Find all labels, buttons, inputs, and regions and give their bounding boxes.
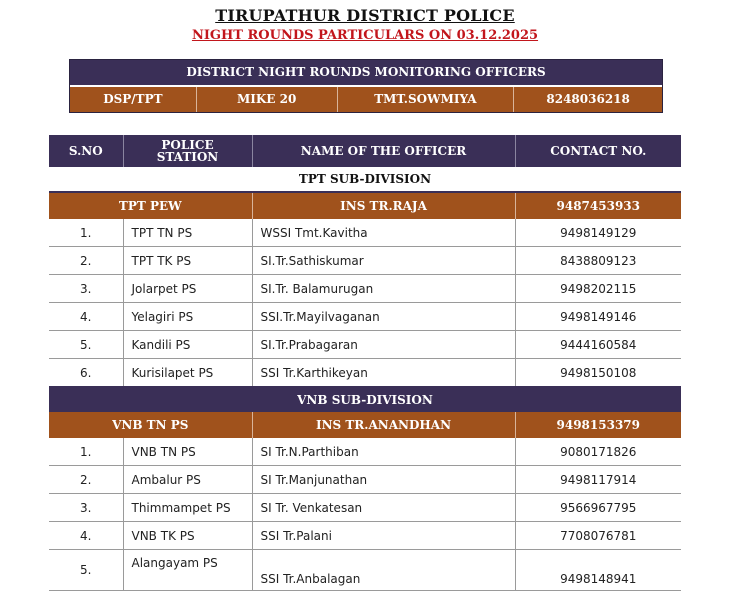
table-row (49, 219, 681, 247)
cell-sno: 5. (49, 550, 123, 591)
cell-officer: SI Tr.Manjunathan (252, 466, 515, 494)
cell-sno: 6. (49, 359, 123, 388)
cell-station: VNB TN PS (123, 438, 252, 466)
cell-station: Thimmampet PS (123, 494, 252, 522)
cell-station: TPT TK PS (123, 247, 252, 275)
cell-sno: 4. (49, 522, 123, 550)
cell-contact: 9080171826 (515, 438, 681, 466)
cell-officer: WSSI Tmt.Kavitha (252, 219, 515, 247)
table-row (49, 359, 681, 388)
cell-officer: SI Tr.N.Parthiban (252, 438, 515, 466)
cell-station: Ambalur PS (123, 466, 252, 494)
cell-sno: 1. (49, 219, 123, 247)
cell-sno: 4. (49, 303, 123, 331)
monitoring-heading: DISTRICT NIGHT ROUNDS MONITORING OFFICERS (70, 60, 662, 85)
cell-sno: 3. (49, 494, 123, 522)
table-row (49, 303, 681, 331)
incharge-contact: 9487453933 (515, 192, 681, 219)
cell-station: TPT TN PS (123, 219, 252, 247)
cell-contact: 9444160584 (515, 331, 681, 359)
monitoring-call-sign: MIKE 20 (196, 87, 337, 112)
cell-station: Kandili PS (123, 331, 252, 359)
monitoring-officer-name: TMT.SOWMIYA (337, 87, 514, 112)
cell-officer: SI.Tr.Prabagaran (252, 331, 515, 359)
table-row (49, 438, 681, 466)
page-title: TIRUPATHUR DISTRICT POLICE (215, 6, 515, 25)
cell-station: Jolarpet PS (123, 275, 252, 303)
cell-officer: SI.Tr.Sathiskumar (252, 247, 515, 275)
cell-sno: 1. (49, 438, 123, 466)
table-row (49, 466, 681, 494)
cell-contact: 9498149146 (515, 303, 681, 331)
table-row (49, 550, 681, 591)
column-header-station-line2: STATION (156, 150, 219, 164)
page-subtitle: NIGHT ROUNDS PARTICULARS ON 03.12.2025 (191, 28, 539, 43)
incharge-officer: INS TR.ANANDHAN (252, 412, 515, 438)
subdivision-row-vnb (49, 387, 681, 412)
cell-station: VNB TK PS (123, 522, 252, 550)
monitoring-officer-row (70, 85, 662, 112)
cell-station: Yelagiri PS (123, 303, 252, 331)
cell-officer: SSI Tr.Karthikeyan (252, 359, 515, 388)
table-row (49, 331, 681, 359)
cell-contact: 9498202115 (515, 275, 681, 303)
column-header-contact: CONTACT NO. (515, 135, 681, 167)
cell-officer: SSI Tr.Palani (252, 522, 515, 550)
cell-station: Alangayam PS (123, 550, 252, 591)
cell-officer: SSI.Tr.Mayilvaganan (252, 303, 515, 331)
subdivision-label: TPT SUB-DIVISION (49, 167, 681, 192)
cell-officer: SSI Tr.Anbalagan (252, 550, 515, 591)
cell-contact: 9498117914 (515, 466, 681, 494)
cell-sno: 2. (49, 247, 123, 275)
incharge-row-vnb (49, 412, 681, 438)
table-header-row (49, 135, 681, 167)
cell-contact: 9566967795 (515, 494, 681, 522)
cell-sno: 5. (49, 331, 123, 359)
column-header-station-line1: POLICE (161, 138, 214, 152)
cell-sno: 2. (49, 466, 123, 494)
column-header-station (123, 135, 252, 167)
cell-contact: 9498149129 (515, 219, 681, 247)
subdivision-row-tpt (49, 167, 681, 192)
cell-contact: 8438809123 (515, 247, 681, 275)
column-header-officer: NAME OF THE OFFICER (252, 135, 515, 167)
cell-sno: 3. (49, 275, 123, 303)
table-row (49, 275, 681, 303)
monitoring-officers-panel (69, 59, 663, 113)
cell-contact: 7708076781 (515, 522, 681, 550)
table-row (49, 247, 681, 275)
monitoring-contact: 8248036218 (513, 87, 662, 112)
table-row (49, 494, 681, 522)
incharge-row-tpt (49, 192, 681, 219)
incharge-contact: 9498153379 (515, 412, 681, 438)
incharge-station: TPT PEW (49, 192, 252, 219)
incharge-officer: INS TR.RAJA (252, 192, 515, 219)
cell-station: Kurisilapet PS (123, 359, 252, 388)
night-rounds-table (49, 135, 681, 591)
cell-contact: 9498150108 (515, 359, 681, 388)
column-header-sno: S.NO (49, 135, 123, 167)
cell-contact: 9498148941 (515, 550, 681, 591)
table-row (49, 522, 681, 550)
monitoring-designation: DSP/TPT (103, 92, 163, 106)
cell-officer: SI Tr. Venkatesan (252, 494, 515, 522)
subdivision-label: VNB SUB-DIVISION (49, 387, 681, 412)
cell-officer: SI.Tr. Balamurugan (252, 275, 515, 303)
incharge-station: VNB TN PS (49, 412, 252, 438)
